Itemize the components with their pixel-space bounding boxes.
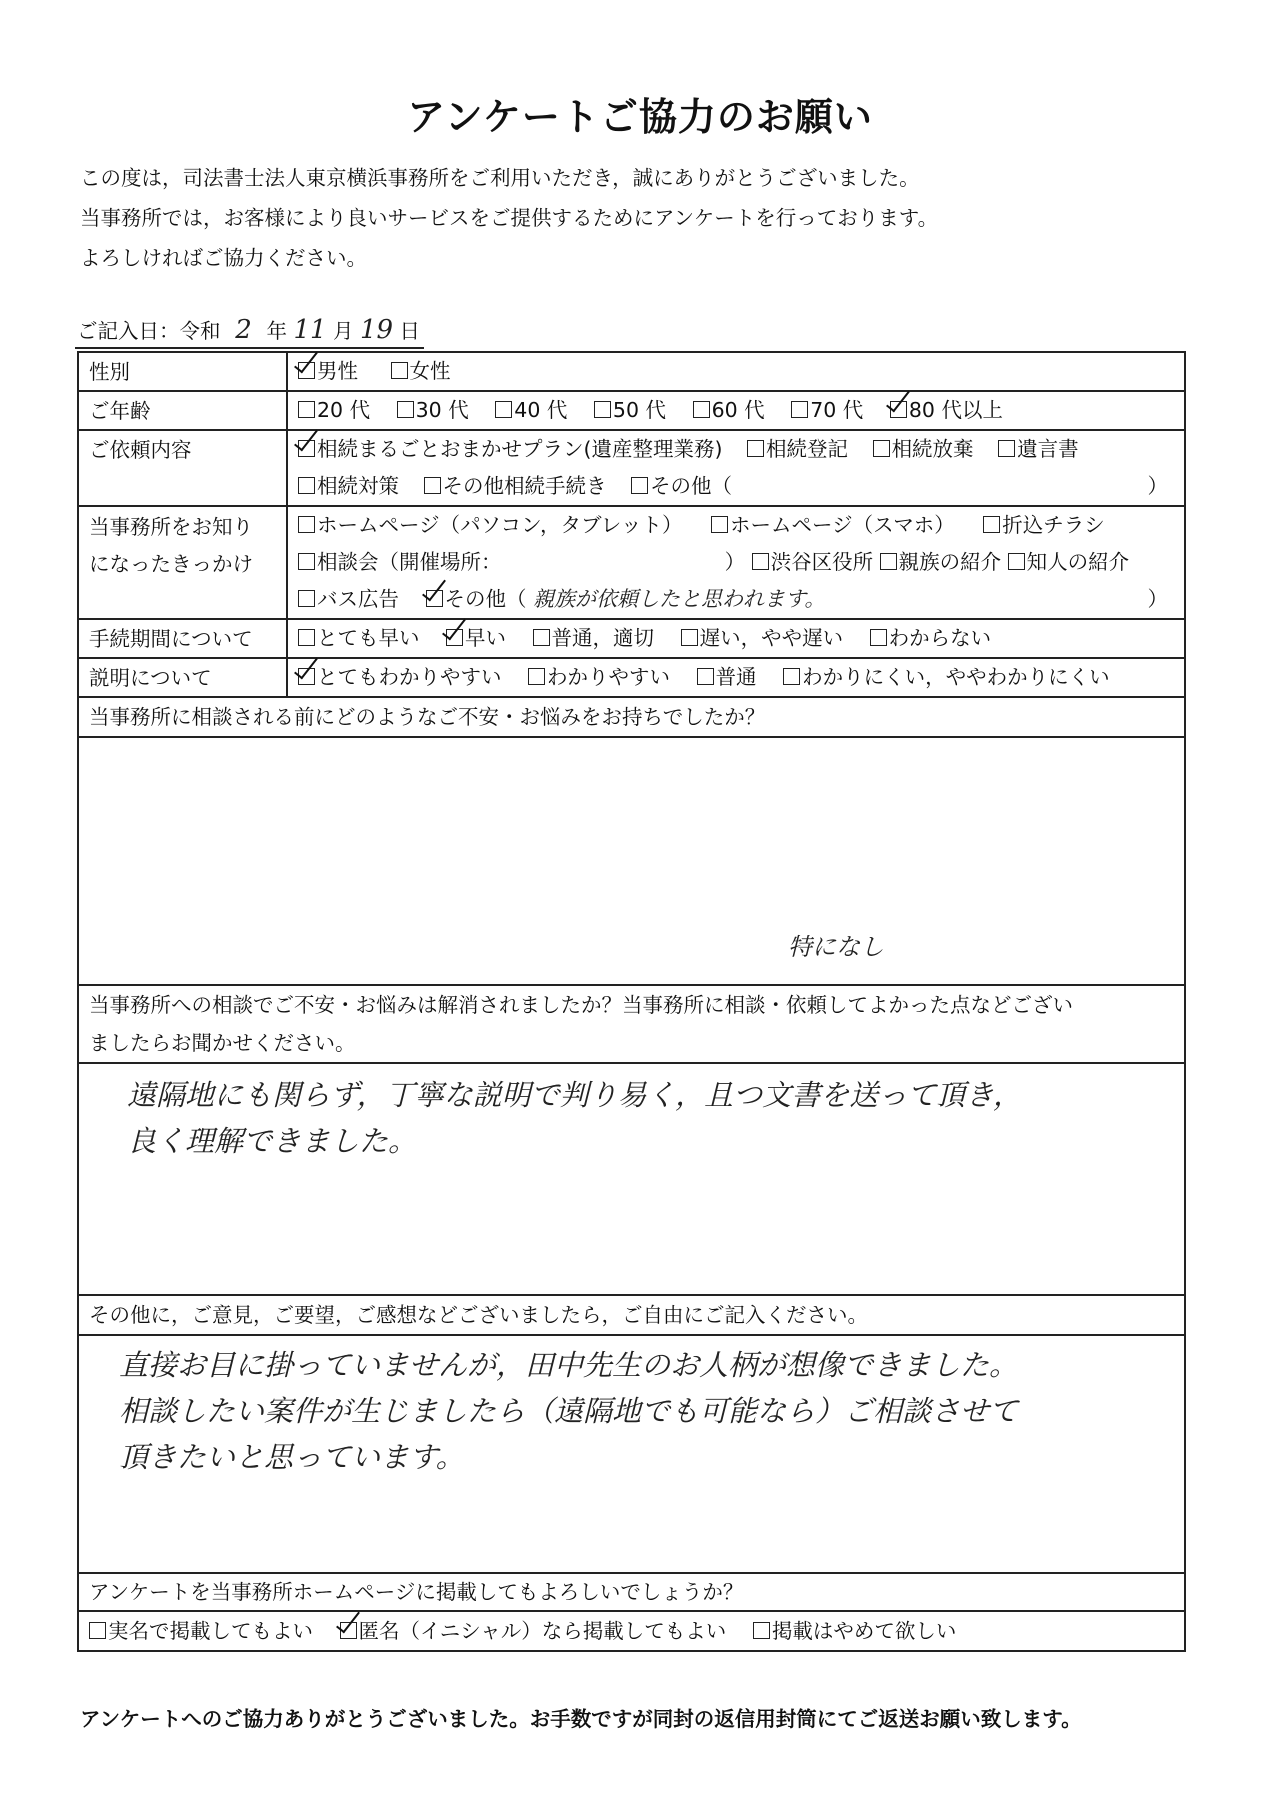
gender-label: 性別 (78, 352, 287, 391)
age-label: ご年齢 (78, 391, 287, 430)
date-year-unit: 年 (266, 319, 287, 343)
checkbox[interactable] (880, 553, 897, 570)
checkbox[interactable] (528, 668, 545, 685)
checkbox[interactable] (391, 362, 408, 379)
q1-question: 当事務所に相談される前にどのようなご不安・お悩みをお持ちでしたか？ (78, 697, 1185, 737)
explanation-options (287, 658, 1185, 697)
checkbox[interactable] (298, 440, 315, 457)
checkbox[interactable] (424, 477, 441, 494)
checkbox[interactable] (890, 401, 907, 418)
age-option[interactable]: 70 代 (791, 398, 863, 422)
checkbox[interactable] (298, 401, 315, 418)
checkbox[interactable] (753, 1622, 770, 1639)
explanation-option[interactable]: とてもわかりやすい (298, 665, 502, 689)
checkbox[interactable] (711, 516, 728, 533)
request-other-close: ） (1147, 474, 1168, 498)
checkbox[interactable] (298, 362, 315, 379)
period-option[interactable]: とても早い (298, 626, 420, 650)
period-options (287, 619, 1185, 658)
checkbox[interactable] (298, 590, 315, 607)
page-title: アンケートご協力のお願い (407, 95, 873, 139)
checkbox[interactable] (783, 668, 800, 685)
checkbox[interactable] (1008, 553, 1025, 570)
checkbox[interactable] (697, 668, 714, 685)
checkbox[interactable] (681, 629, 698, 646)
checkbox[interactable] (983, 516, 1000, 533)
request-label: ご依頼内容 (78, 430, 287, 506)
checkbox[interactable] (533, 629, 550, 646)
request-option[interactable]: その他相続手続き (424, 474, 607, 498)
gender-option-male[interactable]: 男性 (298, 359, 358, 383)
checkbox[interactable] (495, 401, 512, 418)
source-option-seminar[interactable]: 相談会（開催場所： (298, 550, 502, 574)
q2-question-line: 当事務所への相談でご不安・お悩みは解消されましたか？当事務所に相談・依頼してよかった点などござい (89, 993, 1073, 1017)
request-option[interactable]: 相続放棄 (873, 437, 974, 461)
request-option[interactable]: 相続対策 (298, 474, 399, 498)
request-option[interactable]: 遺言書 (998, 437, 1079, 461)
date-month-unit: 月 (333, 319, 354, 343)
q2-answer-area[interactable] (78, 1063, 1185, 1295)
q3-answer (119, 1342, 1018, 1480)
period-option[interactable]: 普通，適切 (533, 626, 655, 650)
footer-note: アンケートへのご協力ありがとうございました。お手数ですが同封の返信用封筒にてご返送お願い致します。 (80, 1707, 1082, 1731)
period-option[interactable]: 遅い，やや遅い (681, 626, 844, 650)
age-option[interactable]: 40 代 (495, 398, 567, 422)
request-option[interactable]: 相続登記 (747, 437, 848, 461)
checkbox[interactable] (631, 477, 648, 494)
age-option[interactable]: 60 代 (693, 398, 765, 422)
request-option-other[interactable]: その他（ (631, 474, 732, 498)
publish-options (78, 1611, 1185, 1651)
q2-answer-line: 遠隔地にも関らず，丁寧な説明で判り易く，且つ文書を送って頂き， (127, 1078, 1022, 1112)
q2-answer (127, 1072, 1022, 1164)
checkbox[interactable] (426, 590, 443, 607)
period-option[interactable]: わからない (870, 626, 992, 650)
source-label-line: になったきっかけ (89, 552, 253, 576)
source-options (287, 506, 1185, 619)
entry-date (75, 314, 424, 349)
source-label-line: 当事務所をお知り (89, 515, 253, 539)
checkbox[interactable] (298, 553, 315, 570)
q3-question: その他に，ご意見，ご要望，ご感想などございましたら，ご自由にご記入ください。 (78, 1295, 1185, 1335)
intro-line: この度は，司法書士法人東京横浜事務所をご利用いただき，誠にありがとうございました。 (80, 166, 920, 190)
explanation-option[interactable]: わかりにくい，ややわかりにくい (783, 665, 1110, 689)
request-options (287, 430, 1185, 506)
checkbox[interactable] (298, 477, 315, 494)
q3-answer-line: 直接お目に掛っていませんが，田中先生のお人柄が想像できました。 (119, 1348, 1019, 1382)
checkbox[interactable] (998, 440, 1015, 457)
q2-answer-line: 良く理解できました。 (127, 1124, 418, 1158)
source-option[interactable]: 知人の紹介 (1008, 550, 1130, 574)
source-label (78, 506, 287, 619)
intro-text (80, 158, 938, 278)
source-option[interactable]: 親族の紹介 (880, 550, 1002, 574)
publish-option[interactable]: 匿名（イニシャル）なら掲載してもよい (340, 1619, 727, 1643)
request-option[interactable]: 相続まるごとおまかせプラン(遺産整理業務) (298, 437, 723, 461)
publish-option[interactable]: 掲載はやめて欲しい (753, 1619, 957, 1643)
checkbox[interactable] (298, 629, 315, 646)
checkbox[interactable] (298, 516, 315, 533)
period-label: 手続期間について (78, 619, 287, 658)
q1-answer-area[interactable] (78, 737, 1185, 985)
age-option[interactable]: 50 代 (594, 398, 666, 422)
intro-line: よろしければご協力ください。 (80, 246, 367, 270)
publish-option[interactable]: 実名で掲載してもよい (89, 1619, 313, 1643)
q2-question (78, 985, 1185, 1063)
age-option[interactable]: 30 代 (397, 398, 469, 422)
q2-question-line: ましたらお聞かせください。 (89, 1031, 356, 1055)
checkbox[interactable] (397, 401, 414, 418)
date-day-unit: 日 (399, 319, 420, 343)
checkbox[interactable] (752, 553, 769, 570)
age-option[interactable]: 80 代以上 (890, 398, 1003, 422)
source-other-text[interactable]: 親族が依頼したと思われます。 (533, 587, 826, 611)
explanation-label: 説明について (78, 658, 287, 697)
checkbox[interactable] (298, 668, 315, 685)
q3-answer-line: 頂きたいと思っています。 (119, 1440, 465, 1474)
source-other-close: ） (1147, 587, 1168, 611)
source-option[interactable]: バス広告 (298, 587, 399, 611)
checkbox[interactable] (873, 440, 890, 457)
source-option[interactable]: ホームページ（パソコン，タブレット） (298, 513, 683, 537)
gender-option-female[interactable]: 女性 (391, 359, 451, 383)
explanation-option[interactable]: わかりやすい (528, 665, 670, 689)
publish-question: アンケートを当事務所ホームページに掲載してもよろしいでしょうか？ (78, 1573, 1185, 1611)
checkbox[interactable] (594, 401, 611, 418)
checkbox[interactable] (446, 629, 463, 646)
source-option[interactable]: 折込チラシ (983, 513, 1105, 537)
survey-form (77, 351, 1186, 1652)
q3-answer-area[interactable] (78, 1335, 1185, 1573)
age-options (287, 391, 1185, 430)
checkbox[interactable] (693, 401, 710, 418)
explanation-option[interactable]: 普通 (697, 665, 757, 689)
q1-answer: 特になし (788, 933, 884, 961)
source-option[interactable]: 渋谷区役所 (752, 550, 874, 574)
source-option-other[interactable]: その他（ (426, 587, 527, 611)
checkbox[interactable] (340, 1622, 357, 1639)
checkbox[interactable] (791, 401, 808, 418)
date-year[interactable]: 2 (235, 315, 252, 345)
checkbox[interactable] (89, 1622, 106, 1639)
date-month[interactable]: 11 (293, 315, 327, 345)
checkbox[interactable] (747, 440, 764, 457)
checkbox[interactable] (870, 629, 887, 646)
source-option[interactable]: ホームページ（スマホ） (711, 513, 955, 537)
age-option[interactable]: 20 代 (298, 398, 370, 422)
q3-answer-line: 相談したい案件が生じましたら（遠隔地でも可能なら）ご相談させて (119, 1394, 1019, 1428)
seminar-venue-close: ） (724, 550, 746, 574)
date-label: ご記入日：令和 (77, 319, 221, 343)
date-day[interactable]: 19 (359, 315, 394, 345)
gender-options (287, 352, 1185, 391)
intro-line: 当事務所では，お客様により良いサービスをご提供するためにアンケートを行っております。 (80, 206, 939, 230)
period-option[interactable]: 早い (446, 626, 506, 650)
